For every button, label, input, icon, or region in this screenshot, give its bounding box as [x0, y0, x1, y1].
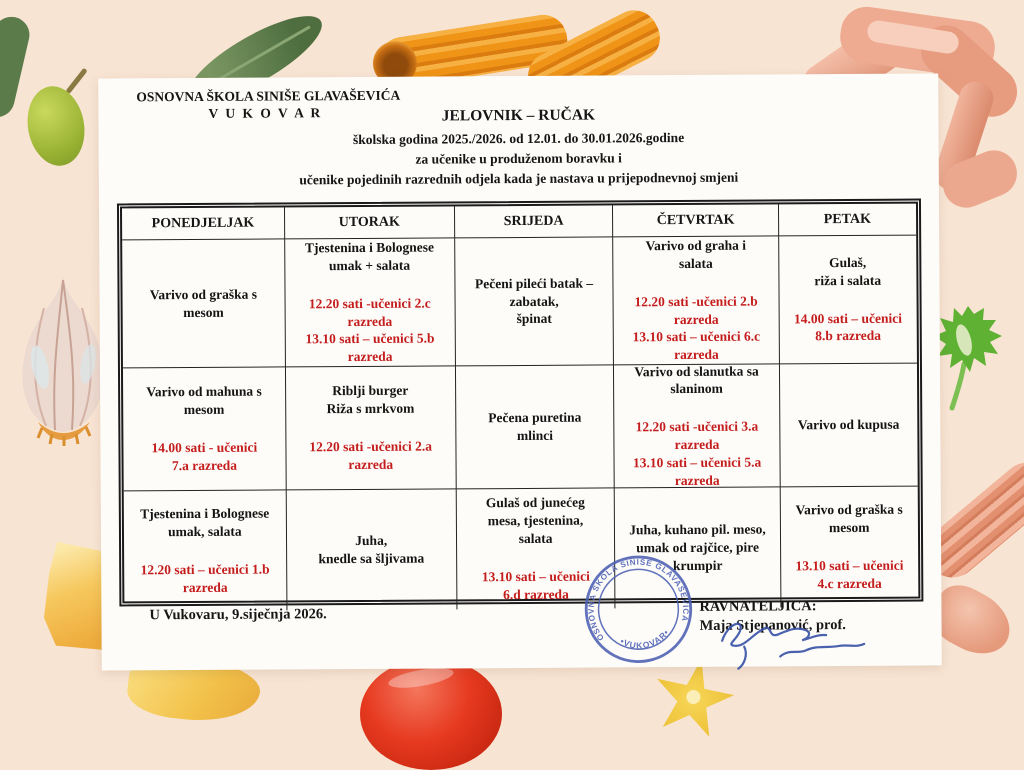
- olive-stem-illustration: [65, 68, 87, 95]
- menu-text: Tjestenina i Bolognese umak, salata: [140, 505, 270, 540]
- school-city: V U K O V A R: [208, 105, 323, 121]
- school-stamp: [571, 541, 707, 677]
- school-name: OSNOVNA ŠKOLA SINIŠE GLAVAŠEVIĆA: [136, 87, 401, 105]
- menu-text: Tjestenina i Bolognese umak + salata: [304, 239, 434, 274]
- menu-cell-week3-friday: [780, 487, 918, 608]
- menu-text: Varivo od kupusa: [797, 416, 900, 433]
- menu-cell-week2-thursday: [614, 364, 780, 488]
- serving-times: 12.20 sati – učenici 1.b razreda: [140, 561, 270, 595]
- tomato-illustration: [360, 658, 502, 770]
- menu-cell-week1-wednesday: [455, 237, 615, 366]
- serving-times: 12.20 sati -učenici 3.a razreda 13.10 sati – učenici 5.a razreda: [632, 418, 762, 488]
- title-block: [98, 104, 938, 191]
- svg-text:•VUKOVAR•: [617, 626, 674, 656]
- audience-line-1: za učenike u produženom boravku i: [415, 150, 622, 167]
- stamp-bottom-text: •VUKOVAR•: [618, 627, 672, 651]
- menu-text: Varivo od mahuna s mesom: [146, 383, 262, 418]
- serving-times: 13.10 sati – učenici 6.d razreda: [481, 568, 590, 602]
- day-header-utorak: UTORAK: [285, 206, 455, 239]
- menu-table: [117, 199, 923, 607]
- menu-cell-week3-tuesday: [286, 489, 457, 610]
- day-header-petak: PETAK: [779, 204, 917, 237]
- menu-cell-week2-wednesday: [456, 365, 616, 489]
- serving-times: 12.20 sati -učenici 2.a razreda: [309, 438, 433, 472]
- menu-text: Varivo od graha i salata: [645, 237, 747, 271]
- cheese-wedge-illustration: [44, 542, 110, 650]
- olive-leaf-edge-illustration: [0, 13, 33, 120]
- olive-illustration: [21, 82, 90, 171]
- menu-text: Varivo od slanutka sa slaninom: [634, 363, 759, 397]
- serving-times: 14.00 sati – učenici 8.b razreda: [793, 310, 903, 344]
- serving-times: 14.00 sati - učenici 7.a razreda: [151, 439, 258, 473]
- menu-text: Riblji burger Riža s mrkvom: [326, 383, 415, 417]
- date-place-line: U Vukovaru, 9.siječnja 2026.: [149, 606, 327, 624]
- menu-cell-week1-thursday: [614, 236, 780, 365]
- principal-signature: [691, 614, 896, 675]
- day-header-srijeda: SRIJEDA: [455, 205, 614, 238]
- menu-cell-week1-monday: [122, 239, 286, 368]
- menu-document: [98, 73, 942, 670]
- menu-cell-week2-tuesday: [286, 366, 457, 490]
- menu-text: Varivo od graška s mesom: [795, 502, 903, 536]
- audience-line-2: učenike pojedinih razrednih odjela kada je nastava u prijepodnevnoj smjeni: [299, 169, 739, 188]
- document-subtitle: školska godina 2025./2026. od 12.01. do 30.01.2026.godine: [352, 129, 685, 148]
- menu-text: Gulaš od junećeg mesa, tjestenina, salata: [485, 495, 585, 547]
- menu-text: Gulaš, riža i salata: [814, 254, 882, 288]
- menu-cell-week2-friday: [780, 364, 918, 488]
- menu-cell-week1-friday: [779, 236, 917, 365]
- star-pasta-hole: [685, 689, 702, 706]
- principal-label: RAVNATELJICA:: [699, 598, 817, 615]
- stamp-arc-text: OSNOVNA ŠKOLA SINIŠE GLAVAŠEVIĆA: [586, 557, 691, 643]
- menu-text: Varivo od graška s mesom: [149, 286, 258, 320]
- day-header-ponedjeljak: PONEDJELJAK: [122, 207, 285, 240]
- menu-cell-week1-tuesday: [285, 238, 456, 367]
- principal-name: Maja Stjepanović, prof.: [699, 617, 846, 634]
- menu-text: Juha, knedle sa šljivama: [318, 533, 425, 567]
- menu-cell-week2-monday: [123, 367, 287, 491]
- day-header-cetvrtak: ČETVRTAK: [613, 204, 778, 237]
- menu-text: Pečena puretina mlinci: [488, 409, 582, 444]
- menu-text: Juha, kuhano pil. meso, umak od rajčice, pire krumpir: [629, 521, 766, 573]
- menu-cell-week3-monday: [124, 490, 287, 611]
- document-title: JELOVNIK – RUČAK: [441, 106, 596, 125]
- menu-text: Pečeni pileći batak – zabatak, špinat: [474, 275, 594, 327]
- serving-times: 13.10 sati – učenici 4.c razreda: [795, 557, 904, 591]
- serving-times: 12.20 sati -učenici 2.c razreda 13.10 sati – učenici 5.b razreda: [305, 295, 435, 365]
- serving-times: 12.20 sati -učenici 2.b razreda 13.10 sati – učenici 6.c razreda: [632, 293, 761, 363]
